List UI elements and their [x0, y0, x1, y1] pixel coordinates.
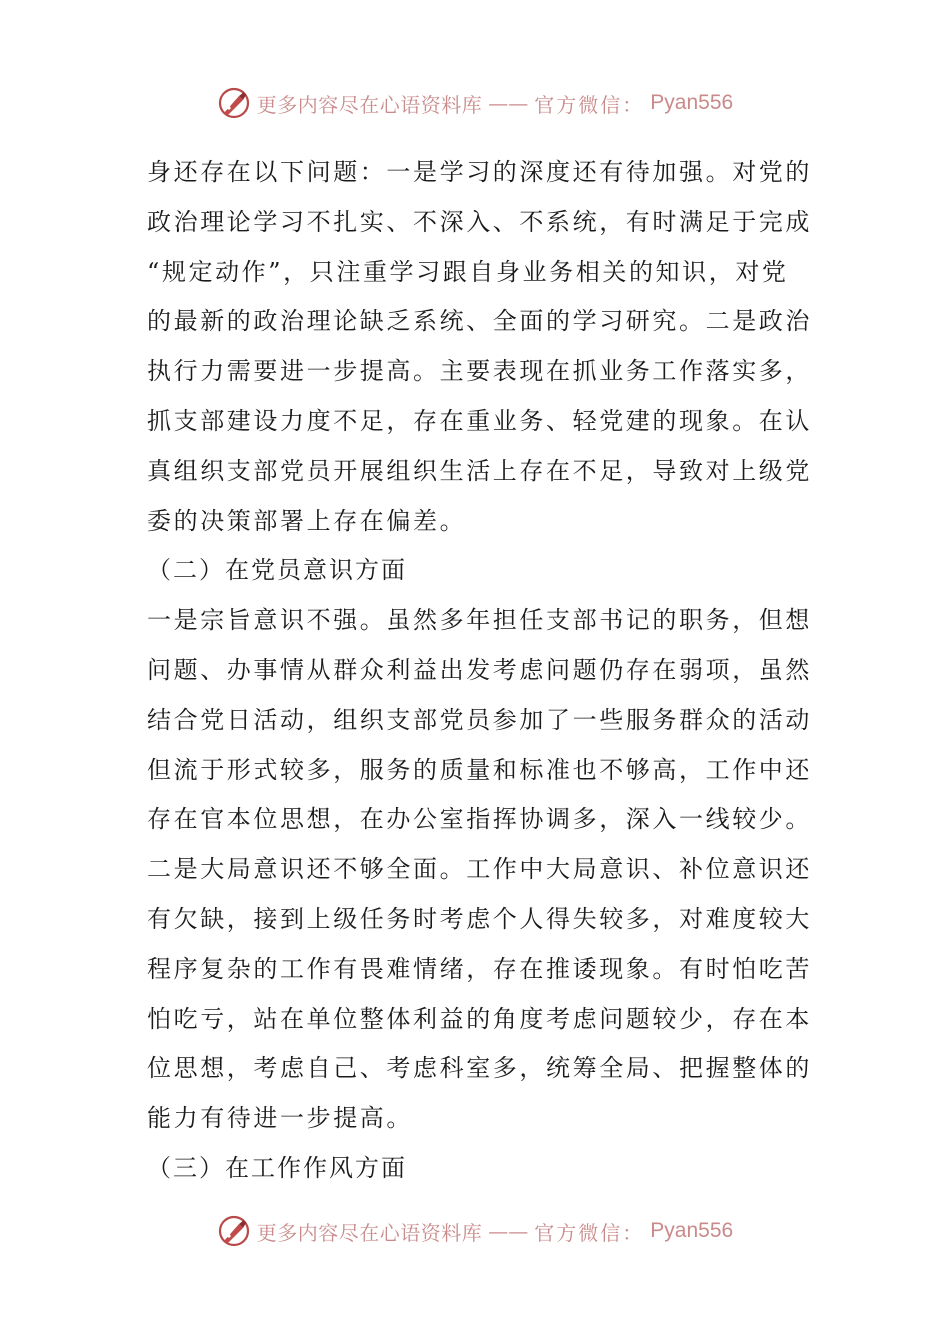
section-heading-work-style: （三）在工作作风方面 — [147, 1153, 407, 1182]
watermark-site-text: 更多内容尽在心语资料库 — [256, 92, 483, 117]
header-watermark — [0, 83, 950, 123]
watermark-group — [217, 1214, 733, 1248]
pen-nib-logo-icon — [217, 86, 251, 120]
body-line: 有欠缺，接到上级任务时考虑个人得失较多，对难度较大 — [147, 904, 812, 933]
watermark-separator: —— — [488, 91, 529, 115]
body-line: 问题、办事情从群众利益出发考虑问题仍存在弱项，虽然 — [147, 655, 812, 684]
pen-nib-logo-icon — [217, 1214, 251, 1248]
body-line: 二是大局意识还不够全面。工作中大局意识、补位意识还 — [147, 855, 812, 884]
body-line: 位思想，考虑自己、考虑科室多，统筹全局、把握整体的 — [147, 1054, 812, 1083]
body-line: 执行力需要进一步提高。主要表现在抓业务工作落实多， — [147, 357, 812, 386]
body-line: 一是宗旨意识不强。虽然多年担任支部书记的职务，但想 — [147, 606, 812, 635]
body-line: 存在官本位思想，在办公室指挥协调多，深入一线较少。 — [147, 805, 812, 834]
body-line: 政治理论学习不扎实、不深入、不系统，有时满足于完成 — [147, 207, 812, 236]
footer-watermark — [0, 1211, 950, 1251]
body-line: 怕吃亏，站在单位整体利益的角度考虑问题较少，存在本 — [147, 1004, 812, 1033]
watermark-account-id: Pyan556 — [650, 1219, 734, 1242]
body-line: 但流于形式较多，服务的质量和标准也不够高，工作中还 — [147, 755, 812, 784]
watermark-label: 官方微信： — [534, 1220, 645, 1245]
body-line: 程序复杂的工作有畏难情绪，存在推诿现象。有时怕吃苦 — [147, 954, 812, 983]
body-line: 身还存在以下问题：一是学习的深度还有待加强。对党的 — [147, 158, 812, 186]
body-line: 结合党日活动，组织支部党员参加了一些服务群众的活动 — [147, 705, 812, 734]
watermark-label: 官方微信： — [534, 92, 645, 117]
body-line: 抓支部建设力度不足，存在重业务、轻党建的现象。在认 — [147, 406, 812, 435]
section-heading-party-awareness: （二）在党员意识方面 — [147, 556, 407, 585]
document-body — [147, 148, 812, 1194]
body-line: 真组织支部党员开展组织生活上存在不足，导致对上级党 — [147, 456, 812, 485]
watermark-account-id: Pyan556 — [650, 91, 734, 114]
body-line: 能力有待进一步提高。 — [147, 1104, 413, 1133]
body-line: 委的决策部署上存在偏差。 — [147, 506, 467, 535]
body-line: “规定动作”，只注重学习跟自身业务相关的知识，对党 — [147, 257, 789, 286]
body-line: 的最新的政治理论缺乏系统、全面的学习研究。二是政治 — [147, 307, 812, 336]
watermark-separator: —— — [488, 1219, 529, 1243]
watermark-site-text: 更多内容尽在心语资料库 — [256, 1220, 483, 1245]
watermark-group — [217, 86, 733, 120]
